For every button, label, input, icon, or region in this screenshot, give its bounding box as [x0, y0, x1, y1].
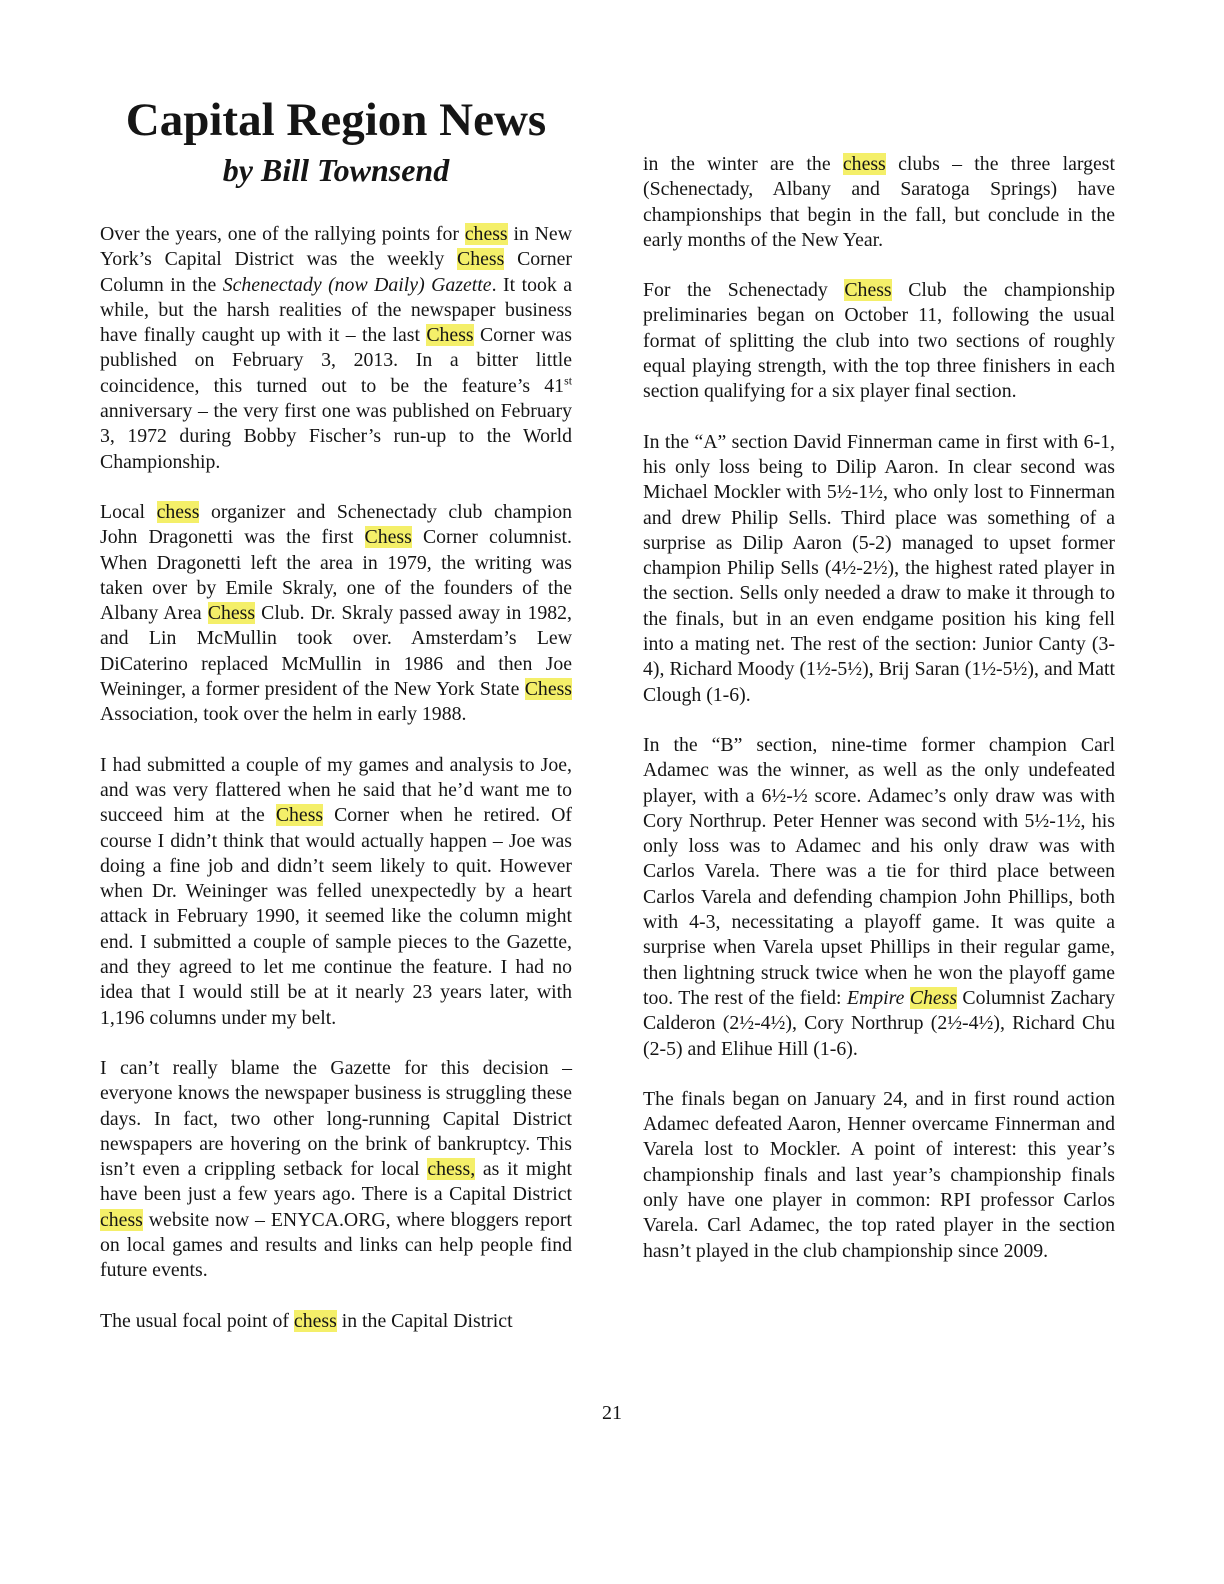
text-run: I can’t really blame the Gazette for this decision – everyone knows the newspaper business is struggling these days. In fact, two other long-running Capital District newspapers are hovering on the brink of bankruptcy. This isn’t even a crippling setback for local — [100, 1056, 572, 1181]
highlighted-text: chess — [464, 223, 508, 245]
highlighted-text: chess — [156, 500, 200, 523]
text-run: Club. Dr. Skraly passed away in 1982, and Lin McMullin took over. Amsterdam’s Lew DiCaterino replaced McMullin in 1986 and then Joe Weininger, a former president of the New York State — [100, 602, 572, 701]
right-column — [643, 152, 1115, 1264]
paragraph — [643, 152, 1115, 253]
page-title: Capital Region News — [125, 94, 547, 146]
text-run: clubs – the three largest (Schenectady, Albany and Saratoga Springs) have championships that begin in the fall, but conclude in the early months of the New Year. — [643, 153, 1115, 251]
highlighted-text: Chess — [207, 602, 256, 625]
highlighted-text: Chess — [426, 324, 474, 347]
highlighted-text: Chess — [364, 526, 412, 549]
highlighted-text: Chess — [275, 804, 324, 827]
article-header — [100, 94, 572, 188]
text-run: organizer and Schenectady club champion John Dragonetti was the first — [100, 500, 572, 549]
text-run: in New York’s Capital District was the weekly — [100, 223, 572, 271]
paragraph — [643, 278, 1115, 404]
byline: by Bill Townsend — [222, 152, 450, 188]
text-run: Over the years, one of the rallying points for — [100, 223, 465, 245]
text-run: I had submitted a couple of my games and analysis to Joe, and was very flattered when he said that he’d want me to succeed him at the — [100, 753, 572, 827]
text-run: anniversary – the very first one was published on February 3, 1972 during Bobby Fischer’s run-up to the World Championship. — [100, 400, 572, 473]
text-run: Corner when he retired. Of course I didn’t think that would actually happen – Joe was doing a fine job and didn’t seem likely to quit. However when Dr. Weininger was felled unexpectedly by a heart attack in February 1990, it seemed like the column might end. I submitted a couple of sample pieces to the Gazette, and they agreed to let me continue the feature. I had no idea that I would still be at it nearly 23 years later, with 1,196 columns under my belt. — [100, 804, 572, 1029]
text-run: Local — [100, 500, 157, 523]
text-run: In the “A” section David Finnerman came in first with 6-1, his only loss being to Dilip Aaron. In clear second was Michael Mockler with 5½-1½, who only lost to Finnerman and drew Philip Sells. Third place was something of a surprise as Dilip Aaron (5-2) managed to upset former champion Philip Sells (4½-2½), the highest rated player in the section. Sells only needed a draw to make it through to the finals, but in an even endgame position his king fell into a mating net. The rest of the section: Junior Canty (3-4), Richard Moody (1½-5½), Brij Saran (1½-5½), and Matt Clough (1-6). — [643, 430, 1115, 706]
paragraph — [100, 753, 572, 1031]
text-run: as it might have been just a few years ago. There is a Capital District — [100, 1158, 573, 1206]
highlighted-text: chess — [842, 153, 886, 175]
text-run: Corner columnist. When Dragonetti left the area in 1979, the writing was taken over by Emile Skraly, one of the founders of the Albany Area — [100, 526, 573, 625]
text-run: in the winter are the — [643, 153, 843, 175]
text-run: website now – ENYCA.ORG, where bloggers report on local games and results and links can help people find future events. — [100, 1208, 572, 1282]
highlighted-text: chess, — [427, 1158, 476, 1181]
paragraph — [100, 1309, 572, 1334]
highlighted-text: Chess — [524, 678, 572, 701]
text-run: In the “B” section, nine-time former champion Carl Adamec was the winner, as well as the only undefeated player, with a 6½-½ score. Adamec’s only draw was with Cory Northrup. Peter Henner was second with 5½-1½, his only loss was to Adamec and his only draw was with Carlos Varela. There was a tie for third place between Carlos Varela and defending champion John Phillips, both with 4-3, necessitating a playoff game. It was quite a surprise when Varela upset Phillips in their regular game, then lightning struck twice when he won the playoff game too. The rest of the field: — [643, 733, 1115, 1009]
text-run: The usual focal point of — [100, 1309, 294, 1332]
text-run: in the Capital District — [336, 1309, 513, 1332]
page-number: 21 — [602, 1402, 622, 1424]
text-run: Empire — [846, 986, 910, 1009]
text-run: Corner was published on February 3, 2013. In a bitter little coincidence, this turned out to be the feature’s 41 — [100, 324, 572, 397]
paragraph — [643, 430, 1115, 708]
highlighted-text: chess — [100, 1208, 143, 1231]
text-run: Club the championship preliminaries began on October 11, following the usual format of splitting the club into two sections of roughly equal playing strength, with the top three finishers in each section qualifying for a six player final section. — [643, 279, 1115, 403]
left-column — [100, 222, 572, 1334]
text-run: The finals began on January 24, and in first round action Adamec defeated Aaron, Henner overcame Finnerman and Varela lost to Mockler. A point of interest: this year’s championship finals and last year’s championship finals only have one player in common: RPI professor Carlos Varela. Carl Adamec, the top rated player in the section hasn’t played in the club championship since 2009. — [643, 1087, 1115, 1262]
paragraph — [100, 222, 572, 475]
text-run: st — [564, 373, 572, 388]
text-run: Corner Column in the — [100, 248, 572, 296]
highlighted-text: Chess — [844, 279, 892, 302]
paragraph — [643, 1087, 1115, 1264]
highlighted-text: chess — [293, 1309, 337, 1332]
text-run: . It took a while, but the harsh realities of the newspaper business have finally caught up with it – the last — [100, 273, 572, 347]
text-run: Association, took over the helm in early 1988. — [100, 703, 467, 726]
highlighted-text: Chess — [909, 986, 958, 1009]
text-run: Columnist Zachary Calderon (2½-4½), Cory Northrup (2½-4½), Richard Chu (2-5) and Elihue Hill (1-6). — [643, 986, 1116, 1060]
text-run: For the Schenectady — [643, 279, 845, 302]
paragraph — [100, 1056, 572, 1284]
highlighted-text: Chess — [457, 248, 505, 271]
text-run: Schenectady (now Daily) Gazette — [222, 273, 492, 296]
paragraph — [100, 500, 572, 728]
paragraph — [643, 733, 1115, 1062]
